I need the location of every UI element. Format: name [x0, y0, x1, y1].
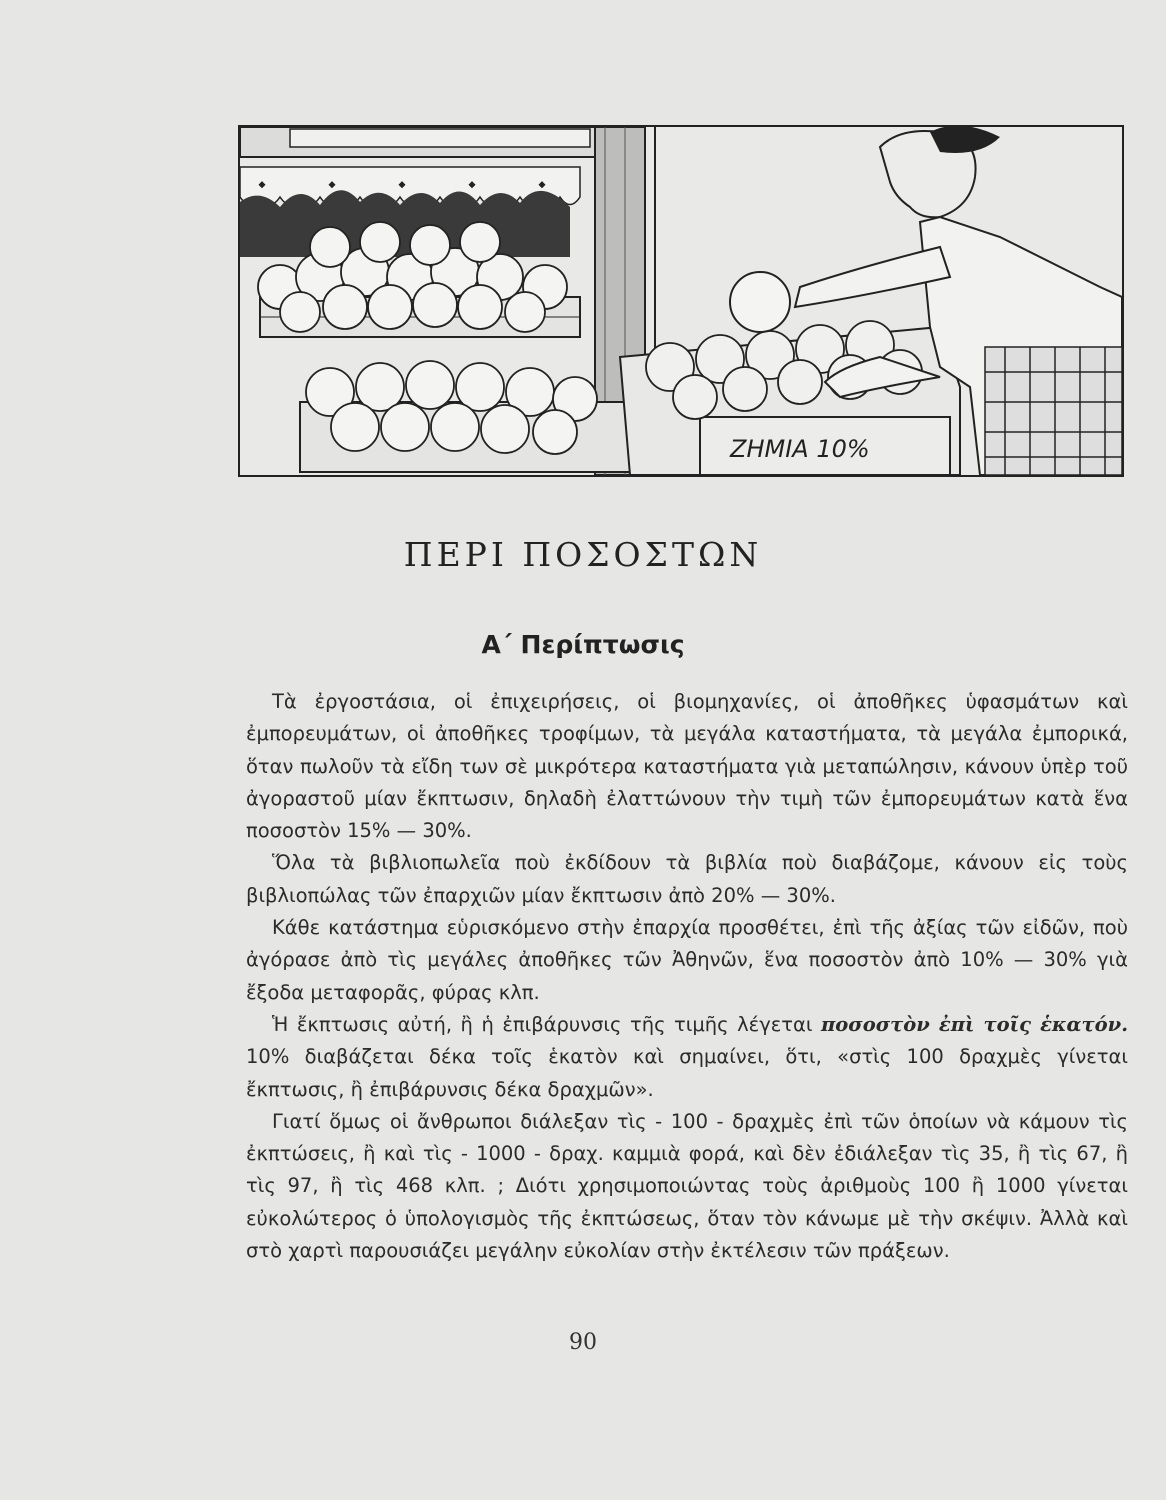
- paragraph-5: Γιατί ὅμως οἱ ἄνθρωποι διάλεξαν τὶς - 100 - δραχμὲς ἐπὶ τῶν ὁποίων νὰ κάμουν τὶς ἐκπτώσεις, ἢ καὶ τὶς - 1000 - δραχ. καμμιὰ φορά, καὶ δὲν ἐδιάλεξαν τὶς 35, ἢ τὶς 67, ἢ τὶς 97, ἢ τὶς 468 κλπ. ; Διότι χρησιμοποιώντας τοὺς ἀριθμοὺς 100 ἢ 1000 γίνεται εὐκολώτερος ὁ ὑπολογισμὸς τῆς ἐκπτώσεως, ὅταν τὸν κάνωμε μὲ τὴν σκέψιν. Ἀλλὰ καὶ στὸ χαρτὶ παρουσιάζει μεγάλην εὐκολίαν στὴν ἐκτέλεσιν τῶν πράξεων.: [246, 1109, 1128, 1263]
- page-title: ΠΕΡΙ ΠΟΣΟΣΤΩΝ: [403, 535, 763, 574]
- paragraph-4-start: Ἡ ἔκπτωσις αὐτή, ἢ ἡ ἐπιβάρυνσις τῆς τιμῆς λέγεται: [272, 1012, 822, 1036]
- paragraph-2: Ὅλα τὰ βιβλιοπωλεῖα ποὺ ἐκδίδουν τὰ βιβλία ποὺ διαβάζομε, κάνουν εἰς τοὺς βιβλιοπώλας τῶν ἐπαρχιῶν μίαν ἔκπτωσιν ἀπὸ 20% — 30%.: [246, 851, 1128, 907]
- fruit-market-illustration: [238, 125, 1124, 477]
- paragraph-3: Κάθε κατάστημα εὑρισκόμενο στὴν ἐπαρχία προσθέτει, ἐπὶ τῆς ἀξίας τῶν εἰδῶν, ποὺ ἀγόρασε ἀπὸ τὶς μεγάλες ἀποθῆκες τῶν Ἀθηνῶν, ἕνα ποσοστὸν ἀπὸ 10% — 30% γιὰ ἔξοδα μεταφορᾶς, φύρας κλπ.: [246, 916, 1128, 1004]
- section-subtitle: Α΄ Περίπτωσις: [481, 630, 685, 659]
- paragraph-4: [246, 1009, 1128, 1106]
- body-text: [246, 686, 1128, 1267]
- key-term: ποσοστὸν ἐπὶ τοῖς ἑκατόν.: [821, 1012, 1129, 1036]
- page-number: 90: [569, 1330, 597, 1355]
- paragraph-1: Τὰ ἐργοστάσια, οἱ ἐπιχειρήσεις, οἱ βιομηχανίες, οἱ ἀποθῆκες ὑφασμάτων καὶ ἐμπορευμάτων, οἱ ἀποθῆκες τροφίμων, τὰ μεγάλα καταστήματα, τὰ μεγάλα ἐμπορικά, ὅταν πωλοῦν τὰ εἴδη των σὲ μικρότερα καταστήματα γιὰ μεταπώλησιν, κάνουν ὑπὲρ τοῦ ἀγοραστοῦ μίαν ἔκπτωσιν, δηλαδὴ ἐλαττώνουν τὴν τιμὴ τῶν ἐμπορευμάτων κατὰ ἕνα ποσοστὸν 15% — 30%.: [246, 690, 1128, 843]
- crate-label: ΖΗΜΙΑ 10%: [730, 435, 870, 463]
- paragraph-4-end: 10% διαβάζεται δέκα τοῖς ἑκατὸν καὶ σημαίνει, ὅτι, «στὶς 100 δραχμὲς γίνεται ἔκπτωσις, ἢ ἐπιβάρυνσις δέκα δραχμῶν».: [246, 1045, 1128, 1101]
